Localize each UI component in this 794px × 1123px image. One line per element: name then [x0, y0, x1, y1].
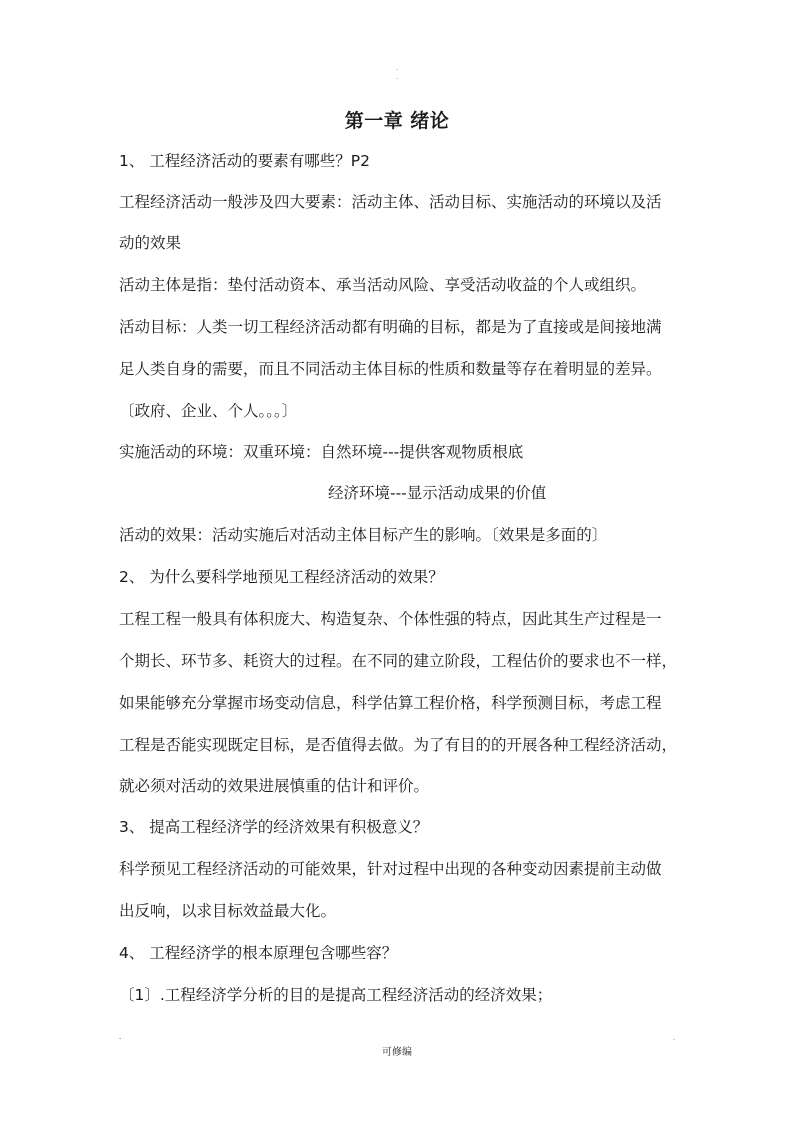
footer-text: 可修编	[382, 1047, 412, 1058]
paragraph-line: 就必须对活动的效果进展慎重的估计和评价。	[119, 777, 430, 795]
paragraph-line: 工程是否能实现既定目标，是否值得去做。为了有目的的开展各种工程经济活动，	[119, 736, 678, 754]
chapter-title: 第一章 绪论	[344, 110, 450, 132]
footer-left-mark: -	[119, 1035, 122, 1042]
paragraph-line: 动的效果	[119, 234, 182, 252]
paragraph-line: 个期长、环节多、耗资大的过程。在不同的建立阶段，工程估价的要求也不一样，	[119, 652, 678, 670]
paragraph-line: 足人类自身的需要，而且不同活动主体目标的性质和数量等存在着明显的差异。	[119, 360, 662, 378]
question-3: 3、 提高工程经济学的经济效果有积极意义？	[119, 818, 429, 836]
paragraph-line: 出反响，以求目标效益最大化。	[119, 902, 337, 920]
question-2: 2、 为什么要科学地预见工程经济活动的效果？	[119, 568, 444, 586]
header-dot: .	[396, 65, 398, 72]
paragraph-line: 工程经济活动一般涉及四大要素：活动主体、活动目标、实施活动的环境以及活	[119, 193, 662, 211]
paragraph-line: 工程工程一般具有体积庞大、构造复杂、个体性强的特点，因此其生产过程是一	[119, 610, 662, 628]
paragraph-line-indented: 经济环境---显示活动成果的价值	[328, 484, 547, 502]
header-dot: .	[396, 74, 398, 81]
paragraph-line: 活动主体是指：垫付活动资本、承当活动风险、享受活动收益的个人或组织。	[119, 276, 647, 294]
paragraph-line: 科学预见工程经济活动的可能效果，针对过程中出现的各种变动因素提前主动做	[119, 860, 662, 878]
question-4: 4、 工程经济学的根本原理包含哪些容？	[119, 944, 398, 962]
paragraph-line: 活动的效果：活动实施后对活动主体目标产生的影响。〔效果是多面的〕	[119, 526, 608, 544]
paragraph-line: 〔政府、企业、个人。。。〕	[119, 402, 298, 420]
paragraph-line: 活动目标：人类一切工程经济活动都有明确的目标，都是为了直接或是间接地满	[119, 318, 662, 336]
question-1: 1、 工程经济活动的要素有哪些？P2	[119, 152, 370, 170]
footer-right-mark: .	[673, 1035, 675, 1042]
paragraph-line: 〔1〕.工程经济学分析的目的是提高工程经济活动的经济效果；	[119, 986, 553, 1004]
paragraph-line: 如果能够充分掌握市场变动信息，科学估算工程价格，科学预测目标，考虑工程	[119, 694, 662, 712]
paragraph-line: 实施活动的环境：双重环境：自然环境---提供客观物质根底	[119, 443, 524, 461]
